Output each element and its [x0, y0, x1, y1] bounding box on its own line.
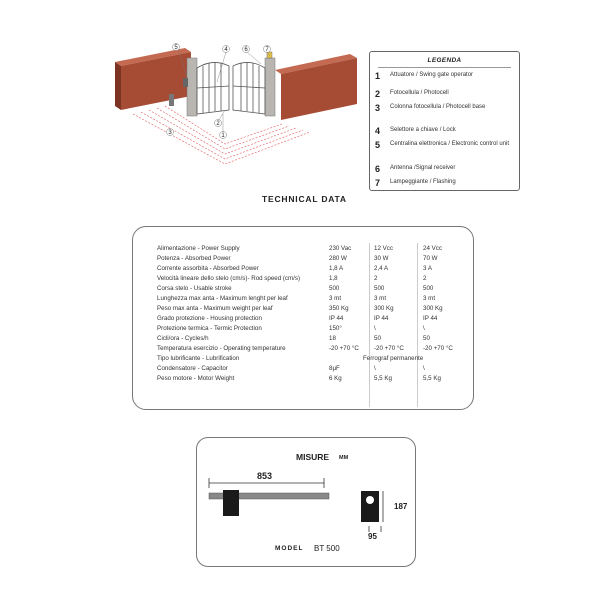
spec-value-12vcc: \: [374, 365, 376, 372]
spec-value-230vac: 150°: [329, 325, 342, 332]
legend-number: 6: [375, 164, 381, 174]
spec-label: Cicli/ora - Cycles/h: [157, 335, 209, 342]
spec-label: Condensatore - Capacitor: [157, 365, 228, 372]
spec-label: Peso motore - Motor Weight: [157, 375, 235, 382]
spec-value-230vac: -20 +70 °C: [329, 345, 359, 352]
spec-value-12vcc: 2: [374, 275, 378, 282]
dimension-height: 187: [394, 502, 408, 511]
technical-data-title: TECHNICAL DATA: [262, 194, 347, 204]
gate-leaves: [197, 62, 265, 114]
legend-text: Antenna /Signal receiver: [390, 165, 456, 171]
spec-value-24vcc: IP 44: [423, 315, 438, 322]
callout-7: 7: [265, 47, 269, 53]
spec-value-12vcc: 2,4 A: [374, 265, 389, 272]
spec-value-24vcc: 500: [423, 285, 434, 292]
spec-value-230vac: 8µF: [329, 365, 340, 372]
column-divider: [417, 243, 418, 407]
legend-number: 3: [375, 103, 381, 113]
spec-label: Temperatura esercizio - Operating temperature: [157, 345, 286, 352]
spec-value-12vcc: 30 W: [374, 255, 389, 262]
dimensions-title: MISURE: [296, 452, 330, 462]
spec-label: Potenza - Absorbed Power: [157, 255, 231, 262]
spec-value-12vcc: \: [374, 325, 376, 332]
spec-value-24vcc: \: [423, 365, 425, 372]
spec-value-12vcc: 5,5 Kg: [374, 375, 392, 382]
spec-label: Alimentazione - Power Supply: [157, 245, 240, 252]
callout-1: 1: [221, 133, 225, 139]
model-label: MODEL: [275, 545, 304, 552]
spec-value-230vac: IP 44: [329, 315, 344, 322]
legend-number: 7: [375, 178, 381, 188]
spec-value-230vac: 18: [329, 335, 336, 342]
gate-installation-illustration: [105, 40, 365, 175]
spec-value-24vcc: 300 Kg: [423, 305, 443, 312]
callout-2: 2: [216, 121, 220, 127]
spec-value-24vcc: 70 W: [423, 255, 438, 262]
right-pillar: [265, 58, 275, 116]
spec-value-12vcc: 300 Kg: [374, 305, 394, 312]
legend-box: [369, 51, 520, 191]
callout-4: 4: [224, 47, 228, 53]
spec-label: Corsa stelo - Usable stroke: [157, 285, 232, 292]
spec-label: Lunghezza max anta - Maximum lenght per leaf: [157, 295, 288, 302]
spec-value-230vac: 6 Kg: [329, 375, 342, 382]
legend-item: [375, 71, 517, 89]
dimension-width: 95: [368, 532, 377, 541]
legend-number: 1: [375, 71, 381, 81]
spec-value-24vcc: 3 A: [423, 265, 432, 272]
actuator-side-view: [361, 491, 379, 522]
spec-value-230vac: 1,8 A: [329, 265, 344, 272]
spec-value-12vcc: 50: [374, 335, 381, 342]
legend-item: [375, 103, 517, 121]
spec-value-230vac: 350 Kg: [329, 305, 349, 312]
spec-value-12vcc: 500: [374, 285, 385, 292]
spec-value-24vcc: -20 +70 °C: [423, 345, 453, 352]
left-wall: [115, 48, 191, 110]
spec-label: Peso max anta - Maximum weight per leaf: [157, 305, 273, 312]
control-unit: [183, 78, 188, 87]
technical-data-table: [132, 226, 474, 410]
legend-number: 4: [375, 126, 381, 136]
legend-text: Selettore a chiave / Lock: [390, 127, 456, 133]
spec-value-24vcc: 50: [423, 335, 430, 342]
spec-value-12vcc: IP 44: [374, 315, 389, 322]
legend-item: [375, 178, 517, 196]
callout-3: 3: [168, 130, 172, 136]
legend-text: Colonna fotocellula / Photocell base: [390, 104, 486, 110]
dimension-length: 853: [257, 471, 273, 481]
legend-item: [375, 140, 517, 158]
legend-text: Centralina elettronica / Electronic control unit: [390, 141, 510, 147]
legend-title: LEGENDA: [370, 57, 519, 64]
legend-number: 5: [375, 140, 381, 150]
spec-label: Corrente assorbita - Absorbed Power: [157, 265, 259, 272]
model-name: BT 500: [314, 544, 340, 553]
spec-label: Velocità lineare dello stelo (cm/s)- Rod speed (cm/s): [157, 275, 301, 282]
spec-value-12vcc: 12 Vcc: [374, 245, 393, 252]
spec-value-24vcc: 3 mt: [423, 295, 436, 302]
right-wall: [275, 54, 357, 120]
legend-number: 2: [375, 89, 381, 99]
spec-label: Protezione termica - Termic Protection: [157, 325, 262, 332]
dimensions-unit: MM: [339, 455, 349, 461]
spec-value-230vac: 3 mt: [329, 295, 342, 302]
spec-value-230vac: 1,8: [329, 275, 338, 282]
left-pillar: [187, 58, 197, 116]
spec-value-24vcc: 5,5 Kg: [423, 375, 441, 382]
spec-value-230vac: 230 Vac: [329, 245, 352, 252]
photocell-base: [169, 94, 174, 106]
callout-6: 6: [244, 47, 248, 53]
spec-value-12vcc: 3 mt: [374, 295, 387, 302]
callout-5: 5: [174, 45, 178, 51]
actuator-motor-body: [223, 490, 239, 516]
legend-text: Lampeggiante / Flashing: [390, 179, 456, 185]
spec-label: Grado protezione - Housing protection: [157, 315, 262, 322]
dimensions-panel: [196, 437, 416, 567]
spec-value-24vcc: \: [423, 325, 425, 332]
spec-value-12vcc: -20 +70 °C: [374, 345, 404, 352]
spec-value-all-models: Ferrograf permanente: [363, 355, 424, 362]
legend-text: Fotocellula / Photocell: [390, 90, 449, 96]
column-divider: [369, 243, 370, 407]
spec-label: Tipo lubrificante - Lubrification: [157, 355, 240, 362]
spec-value-24vcc: 24 Vcc: [423, 245, 442, 252]
actuator-side-hub: [366, 496, 374, 504]
legend-text: Attuatore / Swing gate operator: [390, 72, 474, 78]
spec-value-230vac: 500: [329, 285, 340, 292]
spec-value-230vac: 280 W: [329, 255, 347, 262]
spec-value-24vcc: 2: [423, 275, 427, 282]
